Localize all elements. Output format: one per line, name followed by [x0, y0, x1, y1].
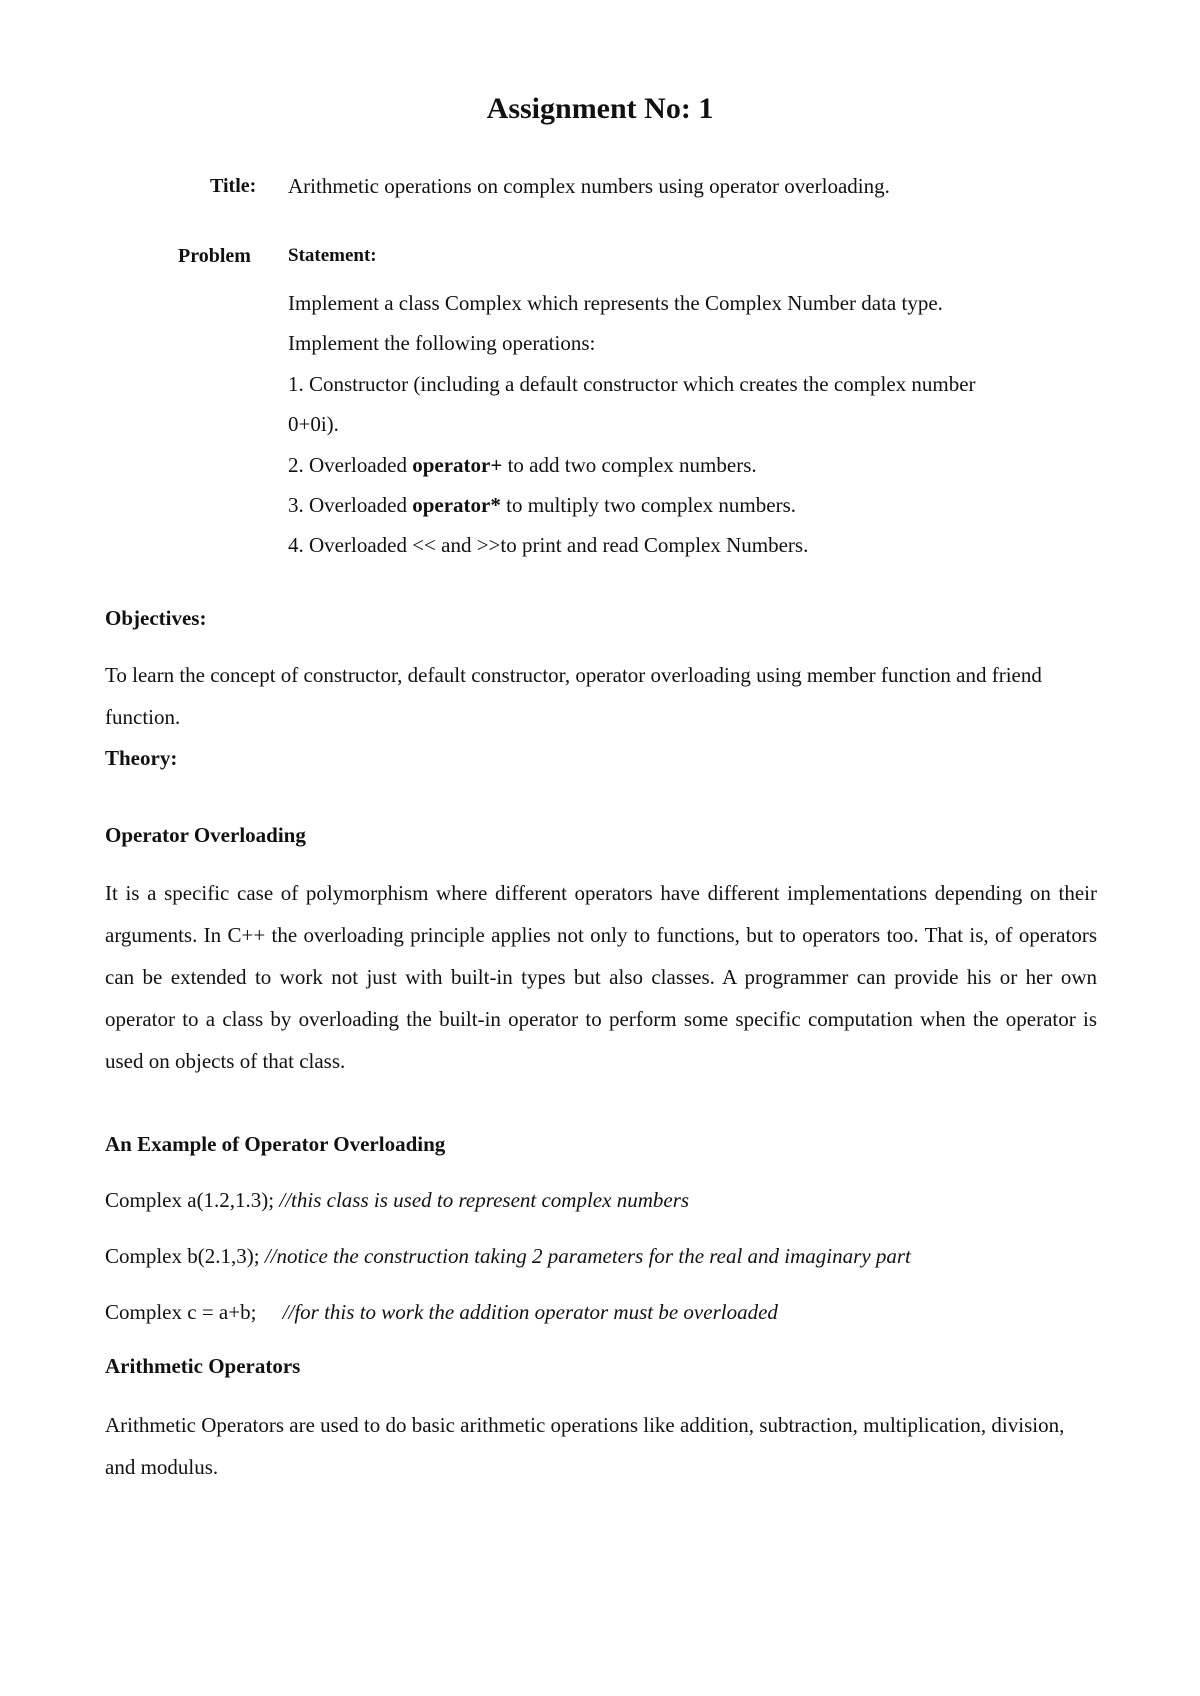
statement-line: 0+0i).	[288, 412, 339, 436]
problem-label: Problem	[178, 245, 251, 267]
example-code: Complex c = a+b;	[105, 1300, 283, 1324]
operation-prefix: 3. Overloaded	[288, 493, 413, 517]
arithmetic-text: Arithmetic Operators are used to do basic arithmetic operations like addition, subtraction, multiplication, division, and modulus.	[105, 1413, 1065, 1479]
example-comment: //notice the construction taking 2 parameters for the real and imaginary part	[264, 1244, 911, 1268]
title-text: Arithmetic operations on complex numbers using operator overloading.	[288, 174, 890, 198]
operator-overloading-text: It is a specific case of polymorphism where different operators have different implementations depending on their arguments. In C++ the overloading principle applies not only to functions, but to operators too. That is, of operators can be extended to work not just with built-in types but also classes. A programmer can provide his or her own operator to a class by overloading the built-in operator to perform some specific computation when the operator is used on objects of that class.	[105, 881, 1097, 1073]
example-line	[105, 1243, 911, 1269]
operation-suffix: to multiply two complex numbers.	[500, 493, 796, 517]
example-heading: An Example of Operator Overloading	[105, 1132, 446, 1156]
statement-line: 1. Constructor (including a default constructor which creates the complex number	[288, 372, 976, 396]
title-label: Title:	[210, 175, 257, 197]
operation-prefix: 2. Overloaded	[288, 453, 413, 477]
statement-label: Statement:	[288, 245, 377, 266]
operation-keyword: operator*	[412, 493, 501, 517]
operation-suffix: to add two complex numbers.	[502, 453, 757, 477]
operation-item	[288, 452, 757, 478]
objectives-text: To learn the concept of constructor, default constructor, operator overloading using member function and friend function.	[105, 663, 1042, 729]
objectives-heading: Objectives:	[105, 606, 207, 630]
operation-keyword: operator+	[412, 453, 503, 477]
statement-line: Implement a class Complex which represents the Complex Number data type.	[288, 291, 943, 315]
statement-line: Implement the following operations:	[288, 331, 596, 355]
operator-overloading-heading: Operator Overloading	[105, 823, 306, 847]
example-comment: //for this to work the addition operator must be overloaded	[282, 1300, 778, 1324]
example-line	[105, 1187, 689, 1213]
operation-item: 4. Overloaded << and >>to print and read Complex Numbers.	[288, 533, 809, 557]
arithmetic-heading: Arithmetic Operators	[105, 1354, 301, 1378]
operation-item	[288, 492, 796, 518]
example-code: Complex a(1.2,1.3);	[105, 1188, 280, 1212]
example-line	[105, 1299, 778, 1325]
example-code: Complex b(2.1,3);	[105, 1244, 265, 1268]
example-comment: //this class is used to represent complex numbers	[279, 1188, 690, 1212]
page-title: Assignment No: 1	[486, 92, 714, 125]
theory-heading: Theory:	[105, 746, 178, 770]
